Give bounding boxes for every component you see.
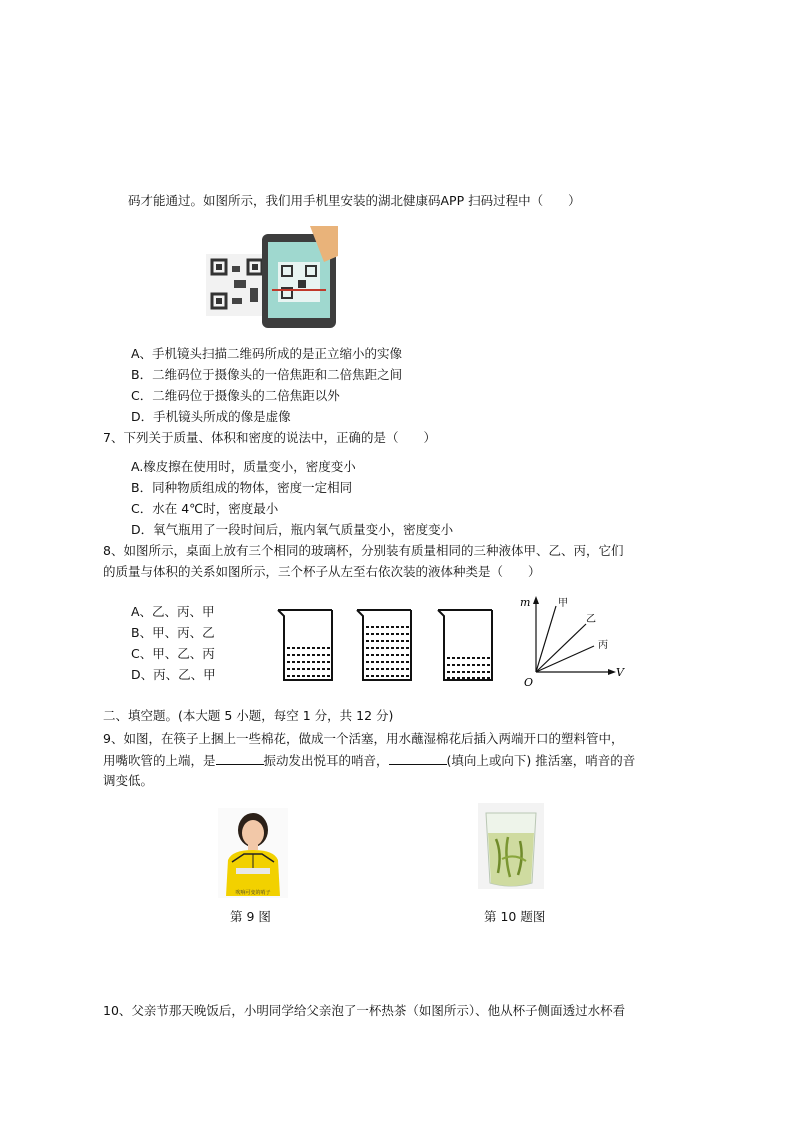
q7-stem: 7、下列关于质量、体积和密度的说法中，正确的是（ ） (103, 430, 436, 445)
q6-option-d: D．手机镜头所成的像是虚像 (131, 409, 291, 424)
q7-option-d: D．氧气瓶用了一段时间后，瓶内氧气质量变小，密度变小 (131, 522, 454, 537)
q9-line2-part-a: 用嘴吹管的上端，是 (103, 753, 216, 768)
q8-option-b: B、甲、丙、乙 (131, 625, 215, 640)
fig10-caption: 第 10 题图 (484, 909, 546, 924)
q8-stem-line2: 的质量与体积的关系如图所示，三个杯子从左至右依次装的液体种类是（ ） (103, 564, 541, 579)
beaker-left (276, 608, 338, 682)
graph-label-bing: 丙 (598, 640, 608, 651)
fig9-girl-image (218, 808, 288, 898)
q6-option-b: B．二维码位于摄像头的一倍焦距和二倍焦距之间 (131, 367, 403, 382)
fig9-image-caption: 吹响可变的哨子 (235, 890, 271, 896)
graph-y-label: m (520, 596, 531, 609)
graph-origin-label: O (524, 676, 534, 688)
line-bing (536, 646, 594, 672)
q7-option-b: B．同种物质组成的物体，密度一定相同 (131, 480, 353, 495)
q8-option-d: D、丙、乙、甲 (131, 667, 216, 682)
q8-option-a: A、乙、丙、甲 (131, 604, 215, 619)
section-2-title: 二、填空题。(本大题 5 小题，每空 1 分，共 12 分) (103, 708, 394, 723)
graph-label-jia: 甲 (558, 598, 568, 609)
q6-stem-tail: 码才能通过。如图所示，我们用手机里安装的湖北健康码APP 扫码过程中（ ） (128, 193, 581, 208)
q9-line2-part-c: (填向上或向下) 推活塞，哨音的音 (446, 753, 636, 768)
q8-stem-line1: 8、如图所示，桌面上放有三个相同的玻璃杯，分别装有质量相同的三种液体甲、乙、丙，它们 (103, 543, 624, 558)
q9-answer-blank-1[interactable] (216, 752, 264, 765)
graph-label-yi: 乙 (586, 614, 596, 625)
qr-phone-image (206, 226, 340, 330)
q9-answer-blank-2[interactable] (389, 752, 447, 765)
q9-line2 (103, 752, 635, 769)
graph-x-label: V (616, 666, 624, 679)
beaker-middle (355, 608, 417, 682)
mass-volume-graph (516, 592, 630, 688)
q6-option-c: C．二维码位于摄像头的二倍焦距以外 (131, 388, 340, 403)
q7-option-a: A.橡皮擦在使用时，质量变小，密度变小 (131, 459, 356, 474)
q6-option-a: A、手机镜头扫描二维码所成的是正立缩小的实像 (131, 346, 403, 361)
q9-line1: 9、如图，在筷子上捆上一些棉花，做成一个活塞，用水蘸湿棉花后插入两端开口的塑料管中， (103, 731, 624, 746)
q9-line3: 调变低。 (103, 773, 154, 788)
fig10-tea-image (478, 803, 544, 889)
q8-option-c: C、甲、乙、丙 (131, 646, 215, 661)
q9-line2-part-b: 振动发出悦耳的哨音， (263, 753, 389, 768)
fig9-caption: 第 9 图 (230, 909, 271, 924)
q10-line1: 10、父亲节那天晚饭后，小明同学给父亲泡了一杯热茶（如图所示）、他从杯子侧面透过水杯看 (103, 1003, 626, 1018)
q7-option-c: C．水在 4℃时，密度最小 (131, 501, 279, 516)
beaker-right (436, 608, 498, 682)
